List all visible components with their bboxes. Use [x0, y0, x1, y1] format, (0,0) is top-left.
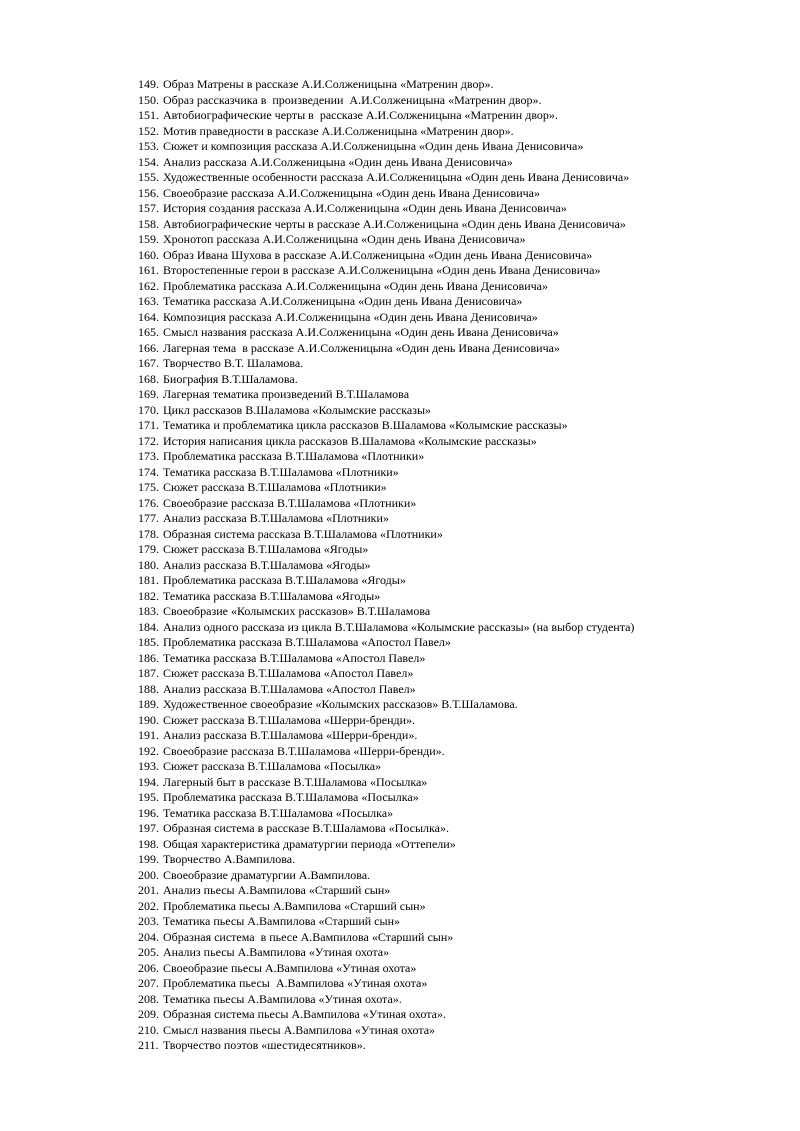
item-text: Тематика рассказа В.Т.Шаламова «Апостол Павел» — [163, 650, 426, 665]
list-item — [138, 155, 788, 171]
item-number: 157. — [138, 201, 159, 215]
list-item — [138, 542, 788, 558]
list-item — [138, 620, 788, 636]
item-text: Своеобразие рассказа В.Т.Шаламова «Шерри-бренди». — [163, 743, 445, 758]
list-item — [138, 372, 788, 388]
item-number: 160. — [138, 247, 159, 262]
list-item — [138, 945, 788, 961]
list-item — [138, 883, 788, 899]
item-text: Смысл названия рассказа А.И.Солженицына «Один день Ивана Денисовича» — [163, 325, 559, 339]
item-text: Лагерный быт в рассказе В.Т.Шаламова «Посылка» — [163, 774, 428, 789]
list-item — [138, 356, 788, 372]
item-number: 165. — [138, 325, 159, 339]
item-number: 203. — [138, 914, 159, 928]
list-item — [138, 418, 788, 434]
item-number: 188. — [138, 681, 159, 696]
item-number: 171. — [138, 418, 159, 432]
list-item — [138, 93, 788, 109]
list-item — [138, 775, 788, 791]
list-item — [138, 914, 788, 930]
item-text: Своеобразие рассказа В.Т.Шаламова «Плотники» — [163, 495, 417, 510]
item-number: 151. — [138, 108, 159, 122]
list-item — [138, 635, 788, 651]
item-text: Проблематика рассказа В.Т.Шаламова «Посылка» — [163, 790, 419, 804]
item-text: Творчество поэтов «шестидесятников». — [163, 1038, 366, 1052]
list-item — [138, 759, 788, 775]
item-text: Автобиографические черты в рассказе А.И.Солженицына «Матренин двор». — [163, 108, 558, 122]
list-item — [138, 248, 788, 264]
list-item — [138, 325, 788, 341]
list-item — [138, 1007, 788, 1023]
item-text: Тематика пьесы А.Вампилова «Утиная охота». — [163, 991, 402, 1006]
list-item — [138, 139, 788, 155]
item-number: 202. — [138, 898, 159, 913]
topic-list — [138, 77, 788, 1054]
item-text: Своеобразие пьесы А.Вампилова «Утиная охота» — [163, 960, 417, 975]
list-item — [138, 976, 788, 992]
item-text: Проблематика рассказа В.Т.Шаламова «Плотники» — [163, 449, 425, 463]
list-item — [138, 496, 788, 512]
list-item — [138, 992, 788, 1008]
item-text: Проблематика рассказа А.И.Солженицына «Один день Ивана Денисовича» — [163, 278, 548, 293]
item-number: 170. — [138, 402, 159, 417]
item-number: 154. — [138, 154, 159, 169]
list-item — [138, 217, 788, 233]
item-text: Тематика рассказа В.Т.Шаламова «Плотники» — [163, 464, 399, 479]
item-number: 150. — [138, 92, 159, 107]
item-text: Композиция рассказа А.И.Солженицына «Один день Ивана Денисовича» — [163, 309, 538, 324]
item-number: 174. — [138, 464, 159, 479]
list-item — [138, 108, 788, 124]
item-number: 204. — [138, 929, 159, 944]
item-number: 177. — [138, 511, 159, 525]
item-text: Анализ пьесы А.Вампилова «Старший сын» — [163, 883, 391, 897]
list-item — [138, 201, 788, 217]
item-text: Образная система в рассказе В.Т.Шаламова «Посылка». — [163, 821, 450, 835]
item-text: Второстепенные герои в рассказе А.И.Солженицына «Один день Ивана Денисовича» — [163, 263, 601, 277]
item-number: 191. — [138, 728, 159, 742]
list-item — [138, 263, 788, 279]
item-text: Своеобразие драматургии А.Вампилова. — [163, 867, 371, 882]
item-number: 149. — [138, 77, 159, 91]
item-text: Сюжет рассказа В.Т.Шаламова «Апостол Павел» — [163, 666, 414, 680]
item-number: 189. — [138, 697, 159, 711]
item-text: Своеобразие рассказа А.И.Солженицына «Один день Ивана Денисовича» — [163, 185, 541, 200]
item-text: Анализ рассказа В.Т.Шаламова «Шерри-бренди». — [163, 728, 418, 742]
item-text: Своеобразие «Колымских рассказов» В.Т.Шаламова — [163, 604, 431, 618]
document-page — [138, 77, 788, 1054]
item-number: 197. — [138, 821, 159, 835]
item-text: Анализ одного рассказа из цикла В.Т.Шаламова «Колымские рассказы» (на выбор студента) — [163, 619, 635, 634]
list-item — [138, 1038, 788, 1054]
item-number: 164. — [138, 309, 159, 324]
item-number: 193. — [138, 759, 159, 773]
list-item — [138, 837, 788, 853]
item-text: Сюжет рассказа В.Т.Шаламова «Плотники» — [163, 480, 387, 494]
item-number: 159. — [138, 232, 159, 246]
list-item — [138, 449, 788, 465]
item-text: Анализ рассказа В.Т.Шаламова «Плотники» — [163, 511, 389, 525]
list-item — [138, 697, 788, 713]
item-number: 205. — [138, 945, 159, 959]
item-number: 173. — [138, 449, 159, 463]
item-text: История написания цикла рассказов В.Шаламова «Колымские рассказы» — [163, 433, 537, 448]
list-item — [138, 1023, 788, 1039]
item-number: 199. — [138, 852, 159, 866]
item-number: 178. — [138, 526, 159, 541]
list-item — [138, 511, 788, 527]
list-item — [138, 403, 788, 419]
list-item — [138, 310, 788, 326]
list-item — [138, 852, 788, 868]
list-item — [138, 124, 788, 140]
list-item — [138, 341, 788, 357]
list-item — [138, 806, 788, 822]
item-text: Творчество А.Вампилова. — [163, 852, 296, 866]
item-number: 168. — [138, 371, 159, 386]
item-number: 166. — [138, 340, 159, 355]
item-number: 183. — [138, 604, 159, 618]
list-item — [138, 434, 788, 450]
item-text: Тематика рассказа А.И.Солженицына «Один день Ивана Денисовича» — [163, 294, 523, 308]
item-text: Мотив праведности в рассказе А.И.Солженицына «Матренин двор». — [163, 123, 514, 138]
item-text: Сюжет и композиция рассказа А.И.Солженицына «Один день Ивана Денисовича» — [163, 139, 584, 153]
list-item — [138, 279, 788, 295]
item-number: 181. — [138, 573, 159, 587]
item-number: 162. — [138, 278, 159, 293]
item-text: Хронотоп рассказа А.И.Солженицына «Один день Ивана Денисовича» — [163, 232, 526, 246]
list-item — [138, 682, 788, 698]
list-item — [138, 589, 788, 605]
list-item — [138, 790, 788, 806]
item-text: Тематика рассказа В.Т.Шаламова «Посылка» — [163, 805, 394, 820]
item-number: 182. — [138, 588, 159, 603]
item-number: 207. — [138, 976, 159, 990]
item-number: 175. — [138, 480, 159, 494]
list-item — [138, 666, 788, 682]
list-item — [138, 713, 788, 729]
item-number: 187. — [138, 666, 159, 680]
item-text: Образная система рассказа В.Т.Шаламова «Плотники» — [163, 526, 443, 541]
item-number: 206. — [138, 960, 159, 975]
item-number: 184. — [138, 619, 159, 634]
list-item — [138, 387, 788, 403]
list-item — [138, 821, 788, 837]
item-number: 167. — [138, 356, 159, 370]
item-number: 192. — [138, 743, 159, 758]
item-text: Художественные особенности рассказа А.И.Солженицына «Один день Ивана Денисовича» — [163, 170, 630, 184]
list-item — [138, 930, 788, 946]
item-number: 172. — [138, 433, 159, 448]
item-text: Тематика рассказа В.Т.Шаламова «Ягоды» — [163, 588, 381, 603]
item-text: Проблематика пьесы А.Вампилова «Утиная охота» — [163, 976, 428, 990]
item-text: Анализ рассказа А.И.Солженицына «Один день Ивана Денисовича» — [163, 154, 513, 169]
list-item — [138, 728, 788, 744]
item-text: Сюжет рассказа В.Т.Шаламова «Шерри-бренди». — [163, 712, 416, 727]
item-text: Образная система в пьесе А.Вампилова «Старший сын» — [163, 929, 454, 944]
list-item — [138, 480, 788, 496]
item-text: Художественное своеобразие «Колымских рассказов» В.Т.Шаламова. — [163, 697, 518, 711]
item-number: 156. — [138, 185, 159, 200]
item-number: 185. — [138, 635, 159, 649]
item-text: Образ Матрены в рассказе А.И.Солженицына «Матренин двор». — [163, 77, 494, 91]
item-number: 176. — [138, 495, 159, 510]
item-number: 180. — [138, 557, 159, 572]
item-number: 163. — [138, 294, 159, 308]
item-number: 201. — [138, 883, 159, 897]
item-number: 208. — [138, 991, 159, 1006]
list-item — [138, 899, 788, 915]
item-number: 195. — [138, 790, 159, 804]
item-text: Анализ пьесы А.Вампилова «Утиная охота» — [163, 945, 390, 959]
item-text: Цикл рассказов В.Шаламова «Колымские рассказы» — [163, 402, 432, 417]
list-item — [138, 744, 788, 760]
item-text: Смысл названия пьесы А.Вампилова «Утиная охота» — [163, 1022, 436, 1037]
item-text: Сюжет рассказа В.Т.Шаламова «Ягоды» — [163, 542, 369, 556]
item-number: 210. — [138, 1022, 159, 1037]
item-text: История создания рассказа А.И.Солженицына «Один день Ивана Денисовича» — [163, 201, 567, 215]
item-text: Тематика пьесы А.Вампилова «Старший сын» — [163, 914, 400, 928]
item-text: Проблематика пьесы А.Вампилова «Старший сын» — [163, 898, 426, 913]
item-number: 200. — [138, 867, 159, 882]
item-text: Лагерная тематика произведений В.Т.Шаламова — [163, 387, 410, 401]
list-item — [138, 868, 788, 884]
item-number: 161. — [138, 263, 159, 277]
list-item — [138, 558, 788, 574]
item-number: 211. — [138, 1038, 159, 1052]
item-text: Образ рассказчика в произведении А.И.Солженицына «Матренин двор». — [163, 92, 542, 107]
list-item — [138, 961, 788, 977]
list-item — [138, 604, 788, 620]
item-number: 190. — [138, 712, 159, 727]
item-text: Автобиографические черты в рассказе А.И.Солженицына «Один день Ивана Денисовича» — [163, 216, 626, 231]
item-number: 158. — [138, 216, 159, 231]
item-text: Проблематика рассказа В.Т.Шаламова «Апостол Павел» — [163, 635, 451, 649]
item-text: Биография В.Т.Шаламова. — [163, 371, 298, 386]
list-item — [138, 186, 788, 202]
item-text: Анализ рассказа В.Т.Шаламова «Апостол Павел» — [163, 681, 416, 696]
list-item — [138, 294, 788, 310]
item-number: 196. — [138, 805, 159, 820]
item-number: 186. — [138, 650, 159, 665]
item-text: Сюжет рассказа В.Т.Шаламова «Посылка» — [163, 759, 382, 773]
list-item — [138, 232, 788, 248]
item-text: Анализ рассказа В.Т.Шаламова «Ягоды» — [163, 557, 371, 572]
item-text: Образная система пьесы А.Вампилова «Утиная охота». — [163, 1007, 446, 1021]
item-text: Лагерная тема в рассказе А.И.Солженицына «Один день Ивана Денисовича» — [163, 340, 560, 355]
item-text: Общая характеристика драматургии периода «Оттепели» — [163, 836, 456, 851]
item-number: 152. — [138, 123, 159, 138]
item-number: 155. — [138, 170, 159, 184]
item-text: Тематика и проблематика цикла рассказов В.Шаламова «Колымские рассказы» — [163, 418, 568, 432]
item-text: Проблематика рассказа В.Т.Шаламова «Ягоды» — [163, 573, 406, 587]
list-item — [138, 573, 788, 589]
item-number: 153. — [138, 139, 159, 153]
item-number: 209. — [138, 1007, 159, 1021]
list-item — [138, 77, 788, 93]
item-number: 198. — [138, 836, 159, 851]
item-number: 169. — [138, 387, 159, 401]
item-number: 179. — [138, 542, 159, 556]
list-item — [138, 651, 788, 667]
list-item — [138, 170, 788, 186]
list-item — [138, 465, 788, 481]
item-text: Творчество В.Т. Шаламова. — [163, 356, 304, 370]
item-number: 194. — [138, 774, 159, 789]
list-item — [138, 527, 788, 543]
item-text: Образ Ивана Шухова в рассказе А.И.Солженицына «Один день Ивана Денисовича» — [163, 247, 593, 262]
